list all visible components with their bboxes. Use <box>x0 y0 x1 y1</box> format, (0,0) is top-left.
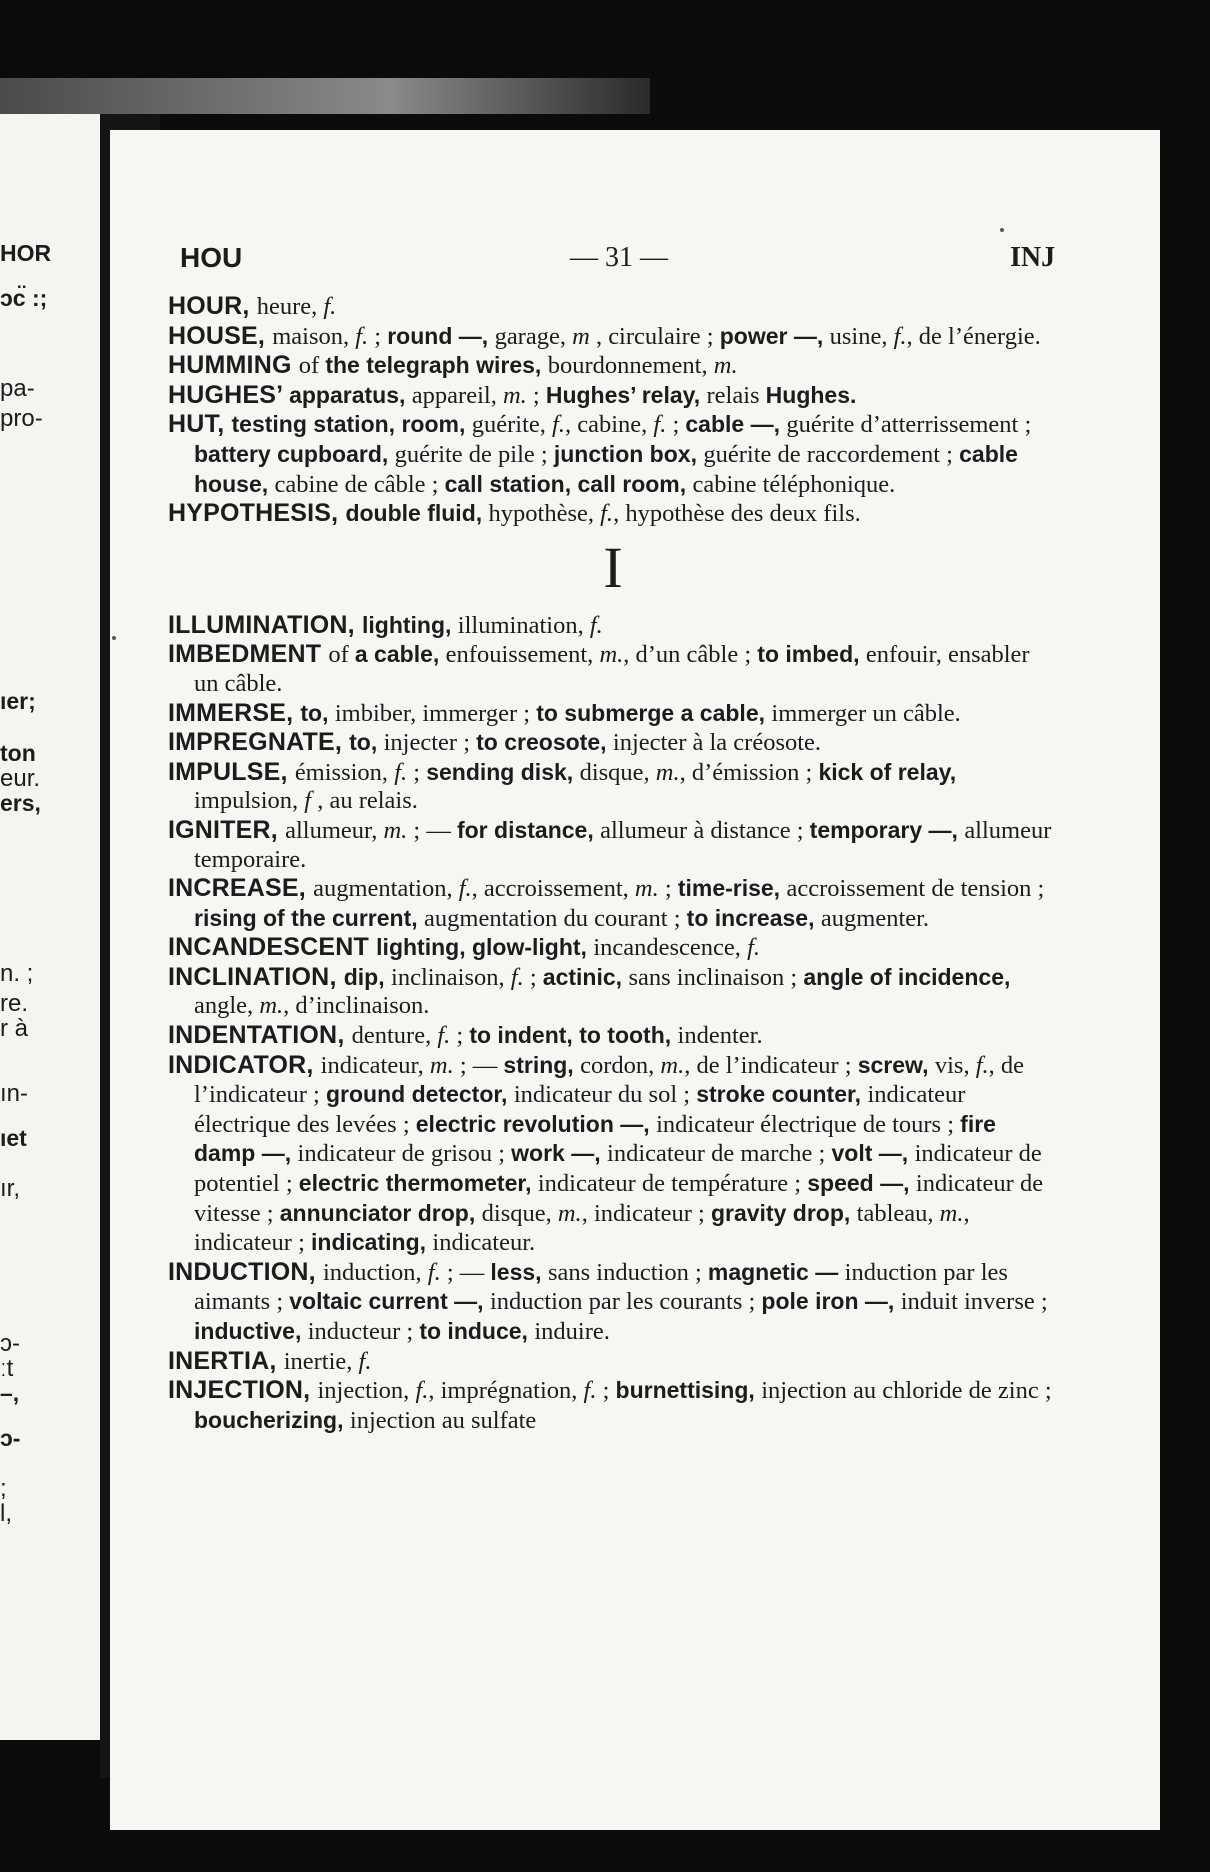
gender-marker: m. <box>599 641 624 669</box>
english-term: lighting, glow-light, <box>376 934 594 961</box>
english-term: cable —, <box>685 411 787 438</box>
french-translation: garage, <box>494 322 573 350</box>
page-speck <box>112 636 116 640</box>
english-term: to, <box>300 699 335 726</box>
running-head-right: INJ <box>1010 242 1056 273</box>
french-translation: augmenter. <box>820 904 930 932</box>
english-term: to imbed, <box>757 641 866 668</box>
english-term: angle of incidence, <box>803 963 1011 990</box>
english-term: gravity drop, <box>710 1199 857 1226</box>
english-term: pole iron —, <box>761 1288 901 1315</box>
french-translation: indicateur. <box>432 1229 536 1257</box>
french-translation: ; — <box>453 1051 504 1079</box>
english-term: inductive, <box>194 1318 308 1344</box>
english-term: stroke counter, <box>696 1081 868 1108</box>
gender-marker: f. <box>747 934 760 962</box>
dictionary-entry <box>168 728 1058 758</box>
headword: IMPULSE, <box>168 757 295 786</box>
page-number: — 31 — <box>570 242 668 273</box>
french-translation: ; <box>407 758 427 786</box>
entries-letter-h <box>168 292 1058 529</box>
french-translation: of <box>328 641 355 669</box>
dictionary-entry <box>168 351 1058 381</box>
english-term: ground detector, <box>325 1081 514 1108</box>
french-translation: induction par les courants ; <box>489 1288 762 1316</box>
gender-marker: f. <box>583 1377 597 1405</box>
english-term: kick of relay, <box>818 758 957 785</box>
french-translation: injecter à la créosote. <box>612 729 822 757</box>
french-translation: , indicateur ; <box>194 1199 970 1257</box>
french-translation: heure, <box>256 293 324 320</box>
english-term: testing station, room, <box>231 411 472 438</box>
french-translation: enfouir, ensabler un câble. <box>194 641 1030 697</box>
french-translation: , d’inclinaison. <box>283 992 430 1020</box>
english-term: Hughes. <box>765 381 857 408</box>
page-top-strip <box>0 78 650 114</box>
gender-marker: f. <box>893 322 907 350</box>
french-translation: , au relais. <box>311 787 418 815</box>
french-translation: inducteur ; <box>307 1318 420 1345</box>
english-term: time-rise, <box>677 875 787 902</box>
dictionary-entry <box>168 322 1058 352</box>
french-translation: ; <box>526 381 546 409</box>
gender-marker: m <box>572 322 590 350</box>
french-translation: allumeur à distance ; <box>600 816 810 844</box>
english-term: rising of the current, <box>194 904 425 931</box>
headword: INCREASE, <box>168 874 314 903</box>
english-term: less, <box>490 1258 548 1285</box>
french-translation: induction par les aimants ; <box>194 1258 1008 1316</box>
margin-fragment: ıer; <box>0 688 36 714</box>
english-term: sending disk, <box>426 758 580 785</box>
french-translation: , de l’énergie. <box>906 322 1041 350</box>
french-translation: , indicateur ; <box>581 1199 711 1227</box>
french-translation: indicateur de vitesse ; <box>194 1170 1044 1227</box>
french-translation: imbiber, immerger ; <box>334 699 537 727</box>
french-translation: sans induction ; <box>547 1258 708 1286</box>
french-translation: , accroissement, <box>471 875 635 903</box>
english-term: magnetic — <box>707 1258 845 1285</box>
margin-fragment: l, <box>0 1500 12 1527</box>
english-term: electric revolution —, <box>415 1110 657 1137</box>
english-term: junction box, <box>553 440 704 467</box>
margin-fragment: ɔc̈ :; <box>0 285 48 311</box>
english-term: to submerge a cable, <box>536 699 772 726</box>
dictionary-entry <box>168 1021 1058 1051</box>
french-translation: accroissement de tension ; <box>786 875 1045 903</box>
gender-marker: m. <box>660 1051 685 1079</box>
dictionary-entry <box>168 1347 1058 1377</box>
headword: INERTIA, <box>168 1346 284 1375</box>
gender-marker: f. <box>415 1377 429 1405</box>
margin-fragment: pa- <box>0 375 35 402</box>
gender-marker: m. <box>939 1199 964 1227</box>
headword: IGNITER, <box>168 815 286 844</box>
gender-marker: f. <box>975 1051 989 1079</box>
margin-fragment: eur. <box>0 765 41 792</box>
french-translation: maison, <box>272 322 356 350</box>
french-translation: guérite, <box>471 411 553 439</box>
gender-marker: m. <box>557 1199 582 1227</box>
french-translation: cordon, <box>580 1051 661 1079</box>
margin-fragment: re. <box>0 990 29 1017</box>
headword: INDUCTION, <box>168 1257 323 1286</box>
margin-fragment: ıet <box>0 1125 27 1151</box>
headword: HUMMING <box>168 351 299 380</box>
french-translation: , d’émission ; <box>679 758 819 786</box>
french-translation: immerger un câble. <box>771 699 961 727</box>
dictionary-entry <box>168 611 1058 641</box>
english-term: for distance, <box>456 816 601 843</box>
dictionary-entry <box>168 499 1058 529</box>
gender-marker: f. <box>323 293 337 320</box>
french-translation: disque, <box>579 758 656 786</box>
french-translation: vis, <box>934 1051 976 1079</box>
gender-marker: f. <box>600 500 614 528</box>
english-term: annunciator drop, <box>279 1199 482 1226</box>
english-term: indicating, <box>311 1229 433 1256</box>
french-translation: indicateur du sol ; <box>513 1081 697 1109</box>
gender-marker: f. <box>552 411 565 439</box>
headword: INJECTION, <box>168 1376 318 1405</box>
dictionary-entry <box>168 1051 1058 1258</box>
headword: INDENTATION, <box>168 1021 352 1050</box>
french-translation: ; <box>523 963 543 991</box>
english-term: temporary —, <box>809 816 965 843</box>
english-term: to increase, <box>686 904 821 931</box>
french-translation: injection au sulfate <box>349 1406 537 1434</box>
english-term: volt —, <box>831 1140 915 1167</box>
french-translation: hypothèse, <box>488 500 601 528</box>
french-translation: tableau, <box>856 1199 940 1227</box>
english-term: lighting, <box>361 611 458 638</box>
french-translation: denture, <box>351 1022 438 1050</box>
french-translation: injection, <box>317 1377 416 1405</box>
french-translation: injecter ; <box>383 729 477 757</box>
french-translation: ; — <box>440 1258 491 1286</box>
english-term: to, <box>349 729 384 756</box>
gender-marker: f. <box>427 1258 441 1286</box>
french-translation: ; <box>658 875 678 903</box>
margin-fragment: n. ; <box>0 960 34 987</box>
english-term: battery cupboard, <box>194 440 395 467</box>
french-translation: sans inclinaison ; <box>628 963 804 991</box>
headword: INDICATOR, <box>168 1050 321 1079</box>
english-term: the telegraph wires, <box>325 352 548 379</box>
french-translation: ; <box>666 411 686 439</box>
gender-marker: f. <box>394 758 408 786</box>
english-term: to creosote, <box>476 729 613 756</box>
gender-marker: m. <box>713 352 738 380</box>
french-translation: enfouissement, <box>445 641 600 669</box>
french-translation: ; <box>450 1022 470 1050</box>
french-translation: indicateur de marche ; <box>607 1140 832 1168</box>
english-term: to indent, to tooth, <box>469 1022 678 1049</box>
french-translation: indicateur, <box>320 1051 430 1079</box>
french-translation: illumination, <box>457 611 590 639</box>
gender-marker: m. <box>429 1051 454 1079</box>
dictionary-entry <box>168 292 1058 322</box>
english-term: double fluid, <box>345 500 489 527</box>
english-term: actinic, <box>542 963 629 990</box>
english-term: string, <box>503 1051 581 1078</box>
english-term: screw, <box>857 1051 935 1078</box>
dictionary-entry <box>168 410 1058 499</box>
gender-marker: f. <box>358 1347 372 1375</box>
french-translation: guérite d’atterrissement ; <box>786 411 1032 439</box>
margin-fragment: ers, <box>0 790 41 816</box>
margin-fragment: –, <box>0 1380 20 1406</box>
gender-marker: m. <box>502 381 527 409</box>
dictionary-entry <box>168 963 1058 1021</box>
french-translation: émission, <box>294 758 395 786</box>
margin-fragment: ton <box>0 740 36 766</box>
margin-fragment: ːt <box>0 1355 14 1382</box>
french-translation: injection au chloride de zinc ; <box>761 1377 1052 1405</box>
margin-fragment: ɔ- <box>0 1425 21 1451</box>
dictionary-entry <box>168 699 1058 729</box>
french-translation: cabine de câble ; <box>274 470 445 498</box>
french-translation: , cabine, <box>564 411 654 439</box>
gender-marker: m. <box>634 875 659 903</box>
french-translation: indicateur électrique des levées ; <box>194 1081 966 1138</box>
french-translation: ; <box>368 322 388 350</box>
french-translation: allumeur, <box>285 816 384 844</box>
dictionary-entry <box>168 816 1058 874</box>
gender-marker: f. <box>510 963 524 991</box>
running-head-left: HOU <box>180 242 243 273</box>
french-translation: indicateur de grisou ; <box>297 1140 512 1168</box>
french-translation: bourdonnement, <box>547 352 714 380</box>
english-term: apparatus, <box>289 381 412 408</box>
french-translation: , d’un câble ; <box>623 641 758 669</box>
french-translation: , imprégnation, <box>428 1377 584 1405</box>
french-translation: guérite de pile ; <box>394 440 554 468</box>
margin-fragment: ; <box>0 1475 7 1502</box>
english-term: dip, <box>343 963 392 990</box>
english-term: electric thermometer, <box>298 1170 538 1197</box>
margin-fragment: ır, <box>0 1175 21 1202</box>
french-translation: allumeur temporaire. <box>194 816 1052 873</box>
dictionary-entry <box>168 874 1058 933</box>
english-term: round —, <box>387 322 495 349</box>
french-translation: indicateur de potentiel ; <box>194 1140 1042 1198</box>
english-term: voltaic current —, <box>289 1288 490 1315</box>
french-translation: indicateur de température ; <box>537 1170 808 1198</box>
english-term: cable house, <box>194 440 1018 497</box>
gender-marker: f. <box>437 1022 451 1050</box>
french-translation: indicateur électrique de tours ; <box>656 1110 961 1138</box>
french-translation: induit inverse ; <box>900 1288 1048 1316</box>
margin-fragment: r à <box>0 1015 29 1042</box>
gender-marker: f. <box>589 611 603 639</box>
dictionary-entry <box>168 933 1058 963</box>
headword: HOUSE, <box>168 321 273 350</box>
english-term: speed —, <box>807 1170 916 1197</box>
headword: IMPREGNATE, <box>168 728 350 757</box>
margin-fragment: ın- <box>0 1080 29 1107</box>
french-translation: disque, <box>481 1199 558 1227</box>
left-page <box>0 100 100 1740</box>
french-translation: induire. <box>534 1318 610 1345</box>
english-term: burnettising, <box>615 1377 762 1404</box>
headword: HYPOTHESIS, <box>168 499 346 528</box>
dictionary-entry <box>168 640 1058 698</box>
margin-fragment: pro- <box>0 405 43 432</box>
headword: INCLINATION, <box>168 962 344 991</box>
english-term: call station, call room, <box>444 470 693 497</box>
english-term: power —, <box>719 322 830 349</box>
french-translation: impulsion, <box>194 787 305 815</box>
gender-marker: f. <box>458 875 472 903</box>
french-translation: inclinaison, <box>391 963 511 991</box>
english-term: boucherizing, <box>194 1406 350 1433</box>
margin-fragment: HOR <box>0 240 52 266</box>
gender-marker: m. <box>383 816 408 844</box>
french-translation: relais <box>706 381 766 409</box>
dictionary-entry <box>168 381 1058 411</box>
french-translation: appareil, <box>411 381 503 409</box>
french-translation: induction, <box>322 1258 428 1286</box>
french-translation: , hypothèse des deux fils. <box>613 500 861 528</box>
french-translation: usine, <box>829 322 894 350</box>
french-translation: indenter. <box>677 1022 763 1050</box>
headword: HOUR, <box>168 292 257 320</box>
headword: IMMERSE, <box>168 698 301 727</box>
gender-marker: f. <box>653 411 667 439</box>
french-translation: , de l’indicateur ; <box>194 1051 1025 1109</box>
english-term: Hughes’ relay, <box>545 381 707 408</box>
headword: HUGHES’ <box>168 380 290 409</box>
french-translation: angle, <box>194 992 260 1020</box>
french-translation: inertie, <box>283 1347 359 1375</box>
gender-marker: m. <box>655 758 680 786</box>
gender-marker: f. <box>355 322 369 350</box>
dictionary-entry <box>168 758 1058 816</box>
french-translation: , de l’indicateur ; <box>684 1051 858 1079</box>
headword: HUT, <box>168 410 232 439</box>
french-translation: cabine téléphonique. <box>692 470 896 498</box>
french-translation: augmentation du courant ; <box>424 904 687 932</box>
margin-fragment: ɔ- <box>0 1330 20 1357</box>
gender-marker: m. <box>259 992 284 1020</box>
french-translation: incandescence, <box>593 934 748 962</box>
english-term: to induce, <box>419 1318 535 1344</box>
english-term: work —, <box>511 1140 608 1167</box>
section-letter: I <box>603 534 623 600</box>
page-speck <box>1000 228 1004 232</box>
french-translation: ; <box>596 1377 616 1405</box>
headword: IMBEDMENT <box>168 640 329 669</box>
french-translation: of <box>298 352 326 380</box>
dictionary-entries <box>168 292 1058 1435</box>
french-translation: guérite de raccordement ; <box>703 440 960 468</box>
gender-marker: f <box>304 787 312 815</box>
english-term: a cable, <box>354 641 446 668</box>
french-translation: , circulaire ; <box>589 322 720 350</box>
entries-letter-i <box>168 611 1058 1436</box>
french-translation: augmentation, <box>313 875 459 903</box>
dictionary-entry <box>168 1258 1058 1347</box>
english-term: fire damp —, <box>194 1110 996 1167</box>
french-translation: ; — <box>407 816 457 844</box>
headword: ILLUMINATION, <box>168 610 362 639</box>
headword: INCANDESCENT <box>168 933 377 962</box>
dictionary-entry <box>168 1376 1058 1435</box>
